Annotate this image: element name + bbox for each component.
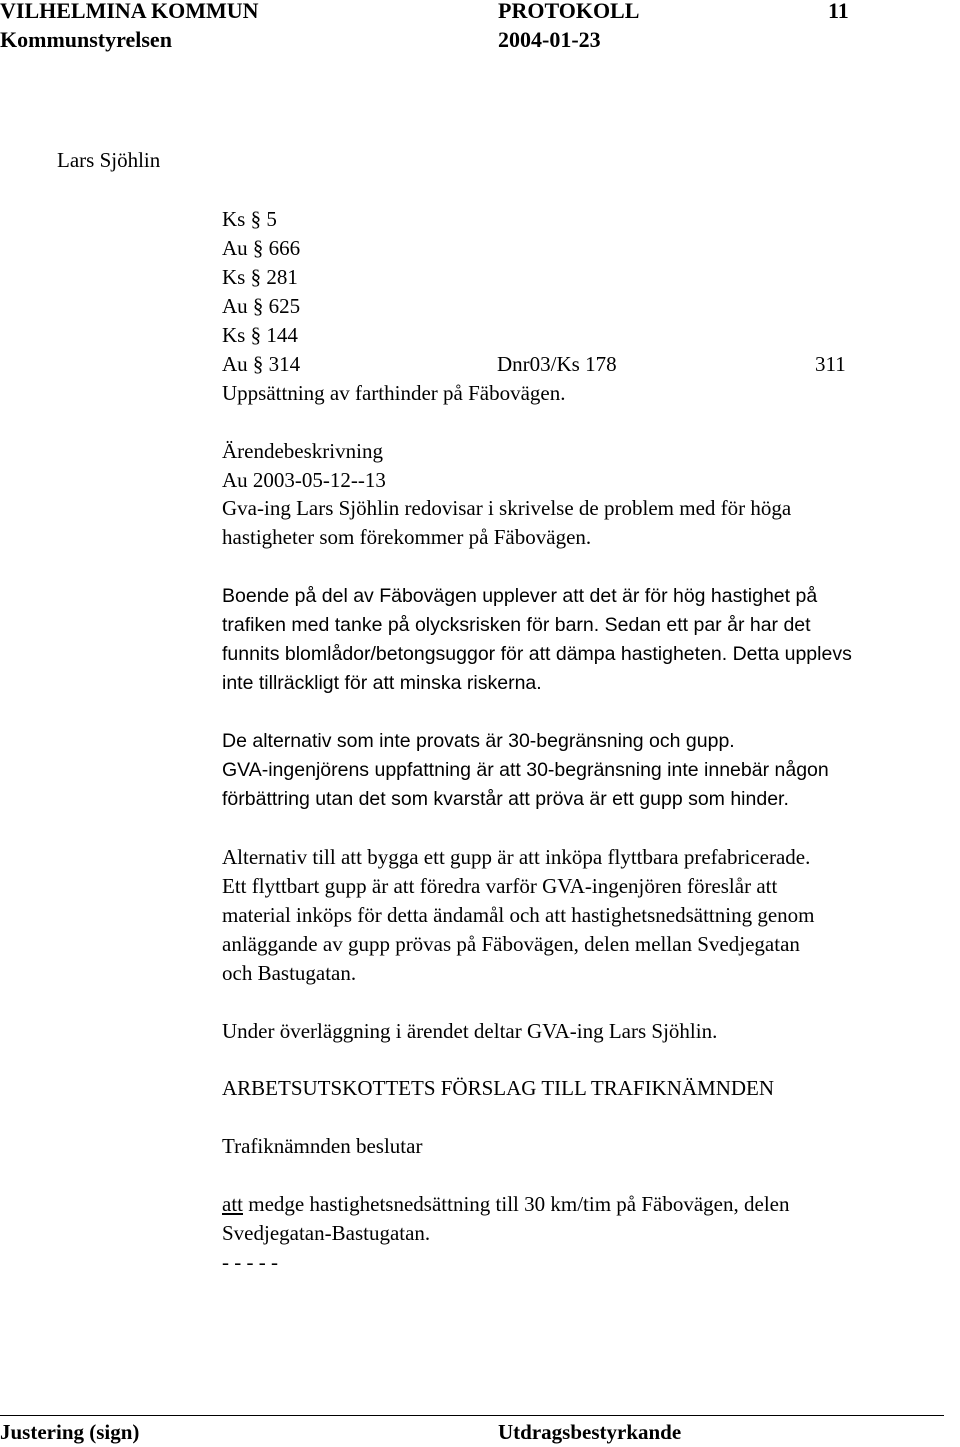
movable-bump-paragraph: Alternativ till att bygga ett gupp är att inköpa flyttbara prefabricerade. Ett flyttbart gupp är att föredra varför GVA-ingenjören föreslår att material inköps för detta ändamål och att hastighetsnedsättning genom anläggande av gupp prövas på Fäbovägen, delen mellan Svedjegatan och Bastugatan.	[222, 845, 815, 985]
footer-utdrag: Utdragsbestyrkande	[498, 1420, 682, 1444]
dnr-number: Dnr03/Ks 178	[497, 352, 617, 376]
ref-line: Ks § 281	[222, 265, 298, 289]
footer-justering: Justering (sign)	[0, 1420, 140, 1444]
decides-line: Trafiknämnden beslutar	[222, 1134, 423, 1158]
ref-line: Ks § 144	[222, 323, 298, 347]
ref-line: Au § 625	[222, 294, 301, 318]
deliberation-line: Under överläggning i ärendet deltar GVA-ing Lars Sjöhlin.	[222, 1019, 718, 1043]
protocol-date: 2004-01-23	[498, 27, 601, 52]
ref-line: Ks § 5	[222, 207, 277, 231]
decision-att: att	[222, 1192, 243, 1216]
case-heading: Ärendebeskrivning	[222, 439, 383, 463]
ref-line: Au § 314	[222, 352, 301, 376]
decision-line-2: Svedjegatan-Bastugatan.	[222, 1221, 431, 1245]
footer-divider	[0, 1415, 944, 1416]
decision-line	[222, 1194, 789, 1215]
end-marker: - - - - -	[222, 1250, 278, 1274]
doc-type: PROTOKOLL	[498, 0, 640, 23]
addressee: Lars Sjöhlin	[57, 148, 161, 172]
subject-line: Uppsättning av farthinder på Fäbovägen.	[222, 381, 566, 405]
residents-paragraph: Boende på del av Fäbovägen upplever att det är för hög hastighet på trafiken med tanke på olycksrisken för barn. Sedan ett par år har det funnits blomlådor/betongsuggor för att dämpa hastigheten. Detta upplevs inte tillräckligt för att minska riskerna.	[222, 585, 852, 694]
case-text: Gva-ing Lars Sjöhlin redovisar i skrivelse de problem med för höga hastigheter som förekommer på Fäbovägen.	[222, 496, 792, 549]
proposal-heading: ARBETSUTSKOTTETS FÖRSLAG TILL TRAFIKNÄMNDEN	[222, 1076, 775, 1100]
alternatives-paragraph: De alternativ som inte provats är 30-begränsning och gupp. GVA-ingenjörens uppfattning är att 30-begränsning inte innebär någon förbättring utan det som kvarstår att pröva är ett gupp som hinder.	[222, 730, 829, 810]
org-name: VILHELMINA KOMMUN	[0, 0, 259, 23]
decision-text: medge hastighetsnedsättning till 30 km/tim på Fäbovägen, delen	[243, 1192, 790, 1216]
case-reference: Au 2003-05-12--13	[222, 468, 386, 492]
page-number: 11	[828, 0, 849, 23]
body-name: Kommunstyrelsen	[0, 27, 172, 52]
ref-line: Au § 666	[222, 236, 301, 260]
dnr-code: 311	[815, 352, 846, 376]
